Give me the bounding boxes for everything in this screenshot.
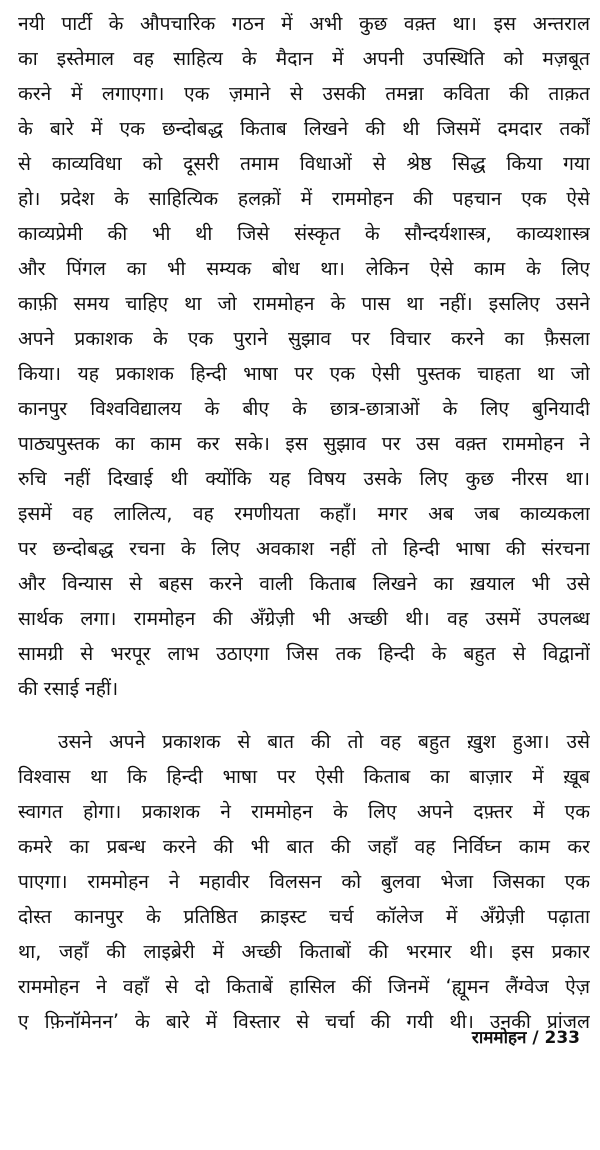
text-line: ए फ़िनॉमेनन’ के बारे में विस्तार से चर्चा की गयी थी। उनकी प्रांजल (18, 1010, 590, 1033)
text-line: था, जहाँ की लाइब्रेरी में अच्छी किताबों की भरमार थी। इस प्रकार (18, 940, 590, 963)
running-head-page-number: राममोहन / 233 (471, 1028, 580, 1048)
text-line: सार्थक लगा। राममोहन की अँग्रेज़ी भी अच्छी थी। वह उसमें उपलब्ध (18, 607, 590, 630)
text-line: सामग्री से भरपूर लाभ उठाएगा जिस तक हिन्दी के बहुत से विद्वानों (18, 642, 590, 665)
paragraph-2 (18, 724, 590, 1039)
text-line: राममोहन ने वहाँ से दो किताबें हासिल कीं जिनमें ‘ह्यूमन लैंग्वेज ऐज़ (18, 975, 590, 998)
text-line: कमरे का प्रबन्ध करने की भी बात की जहाँ वह निर्विघ्न काम कर (18, 835, 590, 858)
text-line: काफ़ी समय चाहिए था जो राममोहन के पास था नहीं। इसलिए उसने (18, 292, 590, 315)
text-line: उसने अपने प्रकाशक से बात की तो वह बहुत ख़ुश हुआ। उसे (58, 730, 590, 753)
text-line: इसमें वह लालित्य, वह रमणीयता कहाँ। मगर अब जब काव्यकला (18, 502, 590, 525)
text-line: अपने प्रकाशक के एक पुराने सुझाव पर विचार करने का फ़ैसला (18, 327, 590, 350)
text-line: की रसाई नहीं। (18, 677, 119, 700)
text-line: विश्वास था कि हिन्दी भाषा पर ऐसी किताब का बाज़ार में ख़ूब (18, 765, 590, 788)
text-line: के बारे में एक छन्दोबद्ध किताब लिखने की थी जिसमें दमदार तर्कों (18, 117, 590, 140)
text-line: स्वागत होगा। प्रकाशक ने राममोहन के लिए अपने दफ़्तर में एक (18, 800, 590, 823)
text-line: पाठ्यपुस्तक का काम कर सके। इस सुझाव पर उस वक़्त राममोहन ने (18, 432, 590, 455)
text-line: काव्यप्रेमी की भी थी जिसे संस्कृत के सौन्दर्यशास्त्र, काव्यशास्त्र (18, 222, 590, 245)
text-line: नयी पार्टी के औपचारिक गठन में अभी कुछ वक़्त था। इस अन्तराल (18, 12, 590, 35)
text-line: किया। यह प्रकाशक हिन्दी भाषा पर एक ऐसी पुस्तक चाहता था जो (18, 362, 590, 385)
text-line: से काव्यविधा को दूसरी तमाम विधाओं से श्रेष्ठ सिद्ध किया गया (18, 152, 590, 175)
text-line: पर छन्दोबद्ध रचना के लिए अवकाश नहीं तो हिन्दी भाषा की संरचना (18, 537, 590, 560)
text-line: का इस्तेमाल वह साहित्य के मैदान में अपनी उपस्थिति को मज़बूत (18, 47, 590, 70)
paragraph-1 (18, 6, 590, 706)
text-line: दोस्त कानपुर के प्रतिष्ठित क्राइस्ट चर्च कॉलेज में अँग्रेज़ी पढ़ाता (18, 905, 590, 928)
text-line: हो। प्रदेश के साहित्यिक हलक़ों में राममोहन की पहचान एक ऐसे (18, 187, 590, 210)
text-line: करने में लगाएगा। एक ज़माने से उसकी तमन्ना कविता की ताक़त (18, 82, 590, 105)
text-line: रुचि नहीं दिखाई थी क्योंकि यह विषय उसके लिए कुछ नीरस था। (18, 467, 590, 490)
text-line: और पिंगल का भी सम्यक बोध था। लेकिन ऐसे काम के लिए (18, 257, 590, 280)
text-line: पाएगा। राममोहन ने महावीर विलसन को बुलवा भेजा जिसका एक (18, 870, 590, 893)
text-line: और विन्यास से बहस करने वाली किताब लिखने का ख़याल भी उसे (18, 572, 590, 595)
text-line: कानपुर विश्वविद्यालय के बीए के छात्र-छात्राओं के लिए बुनियादी (18, 397, 590, 420)
